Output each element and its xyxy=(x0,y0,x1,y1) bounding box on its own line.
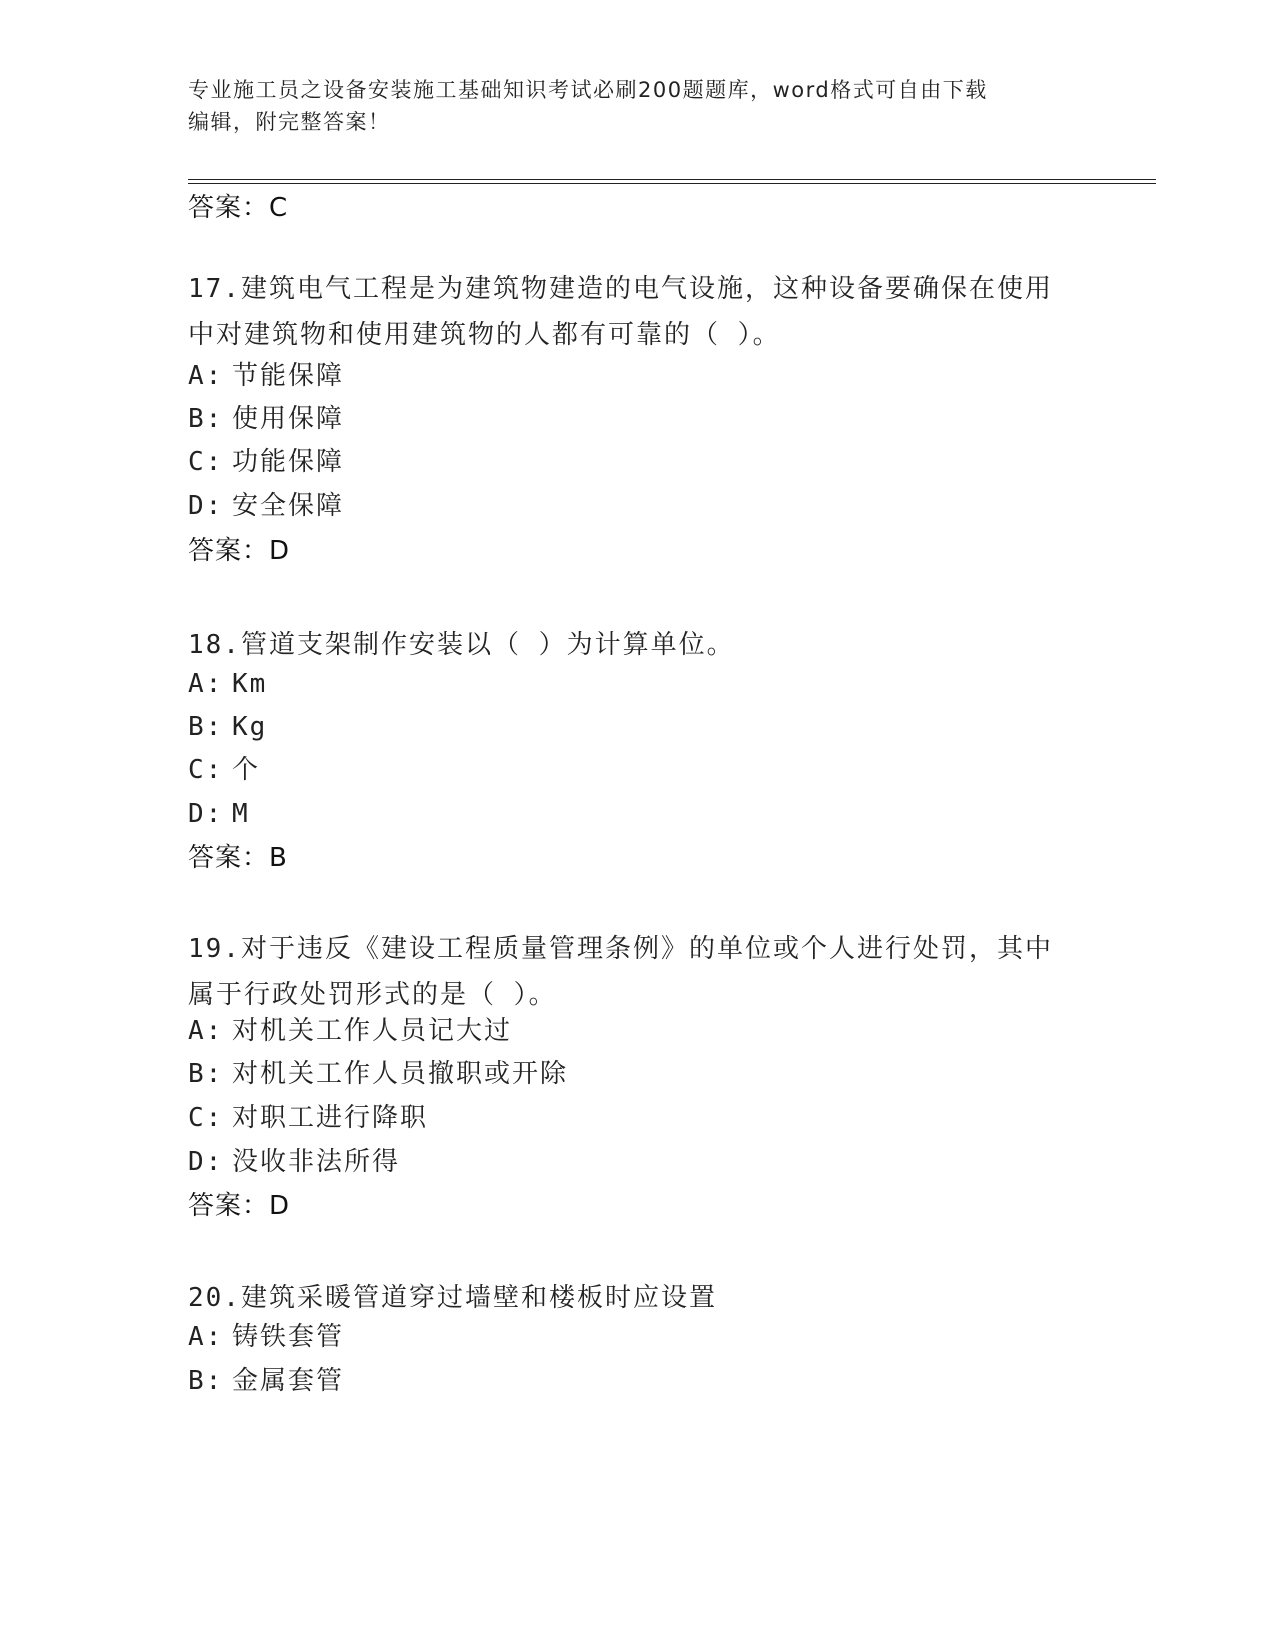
question-19 xyxy=(188,926,1088,1018)
option-key: C: xyxy=(188,1103,224,1133)
question-19-line-2: 属于行政处罚形式的是（ ）。 xyxy=(188,980,557,1010)
question-19-option-a xyxy=(188,1015,512,1047)
question-17-line-2: 中对建筑物和使用建筑物的人都有可靠的（ ）。 xyxy=(188,320,781,350)
option-text: 对职工进行降职 xyxy=(232,1103,429,1133)
option-key: B: xyxy=(188,712,224,742)
question-18-answer: 答案：B xyxy=(188,843,288,873)
question-17-option-a xyxy=(188,360,344,392)
question-18-option-b xyxy=(188,711,267,743)
option-text: 个 xyxy=(232,755,261,785)
option-key: A: xyxy=(188,361,224,391)
question-18 xyxy=(188,622,1088,668)
question-19-option-b xyxy=(188,1058,568,1090)
header-rule-bottom xyxy=(188,183,1156,184)
question-18-option-a xyxy=(188,668,267,700)
question-19-answer: 答案：D xyxy=(188,1191,291,1221)
option-text: 对机关工作人员记大过 xyxy=(232,1016,513,1046)
option-text: 功能保障 xyxy=(232,447,345,477)
question-17-line-1: 17.建筑电气工程是为建筑物建造的电气设施，这种设备要确保在使用 xyxy=(188,274,1053,304)
option-key: B: xyxy=(188,1366,224,1396)
question-20 xyxy=(188,1275,1088,1321)
question-18-option-d xyxy=(188,798,250,830)
question-20-line-1: 20.建筑采暖管道穿过墙壁和楼板时应设置 xyxy=(188,1283,717,1313)
option-text: 没收非法所得 xyxy=(232,1147,401,1177)
option-key: D: xyxy=(188,491,224,521)
option-text: 对机关工作人员撤职或开除 xyxy=(232,1059,569,1089)
option-text: 使用保障 xyxy=(232,404,345,434)
question-19-line-1: 19.对于违反《建设工程质量管理条例》的单位或个人进行处罚，其中 xyxy=(188,934,1053,964)
option-key: A: xyxy=(188,669,224,699)
question-20-option-b xyxy=(188,1365,344,1397)
document-header xyxy=(188,74,1088,138)
option-text: Km xyxy=(232,669,268,699)
option-text: 安全保障 xyxy=(232,491,345,521)
header-line-1: 专业施工员之设备安装施工基础知识考试必刷200题题库，word格式可自由下载 xyxy=(188,78,988,102)
option-key: A: xyxy=(188,1322,224,1352)
option-key: A: xyxy=(188,1016,224,1046)
option-key: B: xyxy=(188,404,224,434)
question-17-option-d xyxy=(188,490,344,522)
option-key: D: xyxy=(188,799,224,829)
option-key: B: xyxy=(188,1059,224,1089)
question-17-option-c xyxy=(188,446,344,478)
option-key: D: xyxy=(188,1147,224,1177)
option-key: C: xyxy=(188,755,224,785)
option-text: M xyxy=(232,799,250,829)
previous-answer: 答案：C xyxy=(188,193,289,223)
option-text: 金属套管 xyxy=(232,1366,345,1396)
option-key: C: xyxy=(188,447,224,477)
question-17-option-b xyxy=(188,403,344,435)
question-19-option-d xyxy=(188,1146,400,1178)
header-rule-top xyxy=(188,179,1156,180)
question-19-option-c xyxy=(188,1102,428,1134)
option-text: 铸铁套管 xyxy=(232,1322,345,1352)
question-20-option-a xyxy=(188,1321,344,1353)
question-17-answer: 答案：D xyxy=(188,536,291,566)
question-18-option-c xyxy=(188,754,260,786)
question-17 xyxy=(188,266,1088,358)
question-18-line-1: 18.管道支架制作安装以（ ）为计算单位。 xyxy=(188,630,735,660)
option-text: 节能保障 xyxy=(232,361,345,391)
option-text: Kg xyxy=(232,712,268,742)
header-line-2: 编辑，附完整答案！ xyxy=(188,110,391,134)
